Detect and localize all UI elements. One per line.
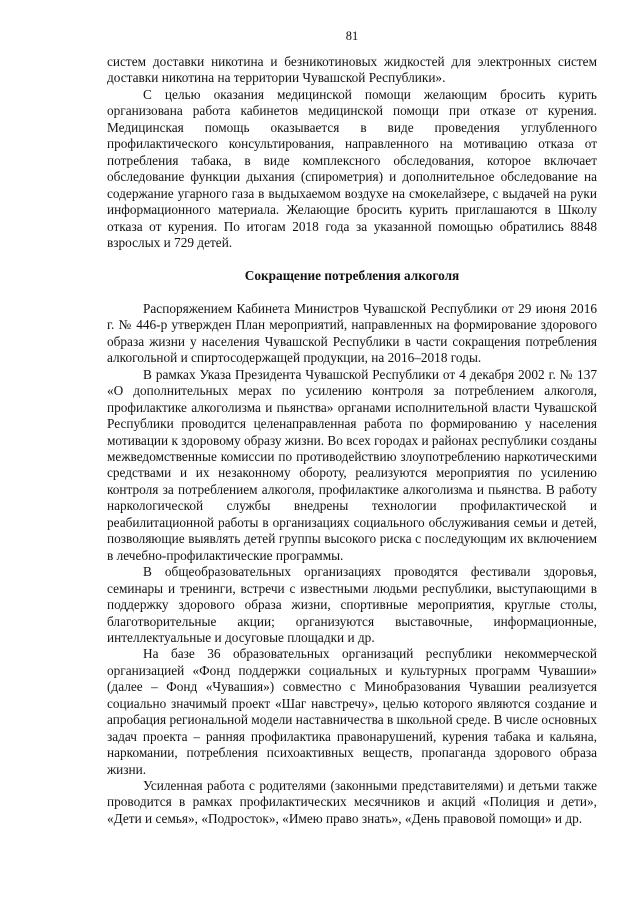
paragraph-cabinet-order: Распоряжением Кабинета Министров Чувашской Республики от 29 июня 2016 г. № 446-р утвержден План мероприятий, направленных на формирование здорового образа жизни у населения Чувашской Республики в части сокращения потребления алкогольной и спиртосодержащей продукции, на 2016–2018 годы. — [107, 300, 597, 366]
paragraph-president-decree: В рамках Указа Президента Чувашской Республики от 4 декабря 2002 г. № 137 «О дополнительных мерах по усилению контроля за потреблением алкоголя, профилактике алкоголизма и пьянства» органами исполнительной власти Чувашской Республики проводится целенаправленная работа по формированию у населения мотивации к здоровому образу жизни. Во всех городах и районах республики созданы межведомственные комиссии по противодействию злоупотреблению наркотическими средствами и их незаконному обороту, реализуются мероприятия по усилению контроля за потреблением алкоголя, профилактике алкоголизма и пьянства. В работу наркологической службы внедрены технологии профилактической и реабилитационной работы в организациях социального обслуживания семьи и детей, позволяющие выявлять детей группы высокого риска с последующим их включением в лечебно-профилактические программы. — [107, 366, 597, 563]
page-number: 81 — [345, 29, 359, 43]
paragraph-school-events: В общеобразовательных организациях проводятся фестивали здоровья, семинары и тренинги, встречи с известными людьми республики, выступающими в поддержку здорового образа жизни, спортивные мероприятия, круглые столы, благотворительные акции; организуются выставочные, информационные, интеллектуальные и досуговые площадки и др. — [107, 564, 597, 645]
paragraph-continuation: систем доставки никотина и безникотиновых жидкостей для электронных систем доставки никотина на территории Чувашской Республики». — [107, 54, 597, 86]
paragraph-smoking-cessation: С целью оказания медицинской помощи желающим бросить курить организована работа кабинетов медицинской помощи при отказе от курения. Медицинская помощь оказывается в виде проведения углубленного профилактического консультирования, направленного на мотивацию отказа от потребления табака, в виде комплексного обследования, которое включает обследование функции дыхания (спирометрия) и дополнительное обследование на содержание угарного газа в выдыхаемом воздухе на смокелайзере, с выдачей на руки информационного материала. Желающие бросить курить приглашаются в Школу отказа от курения. По итогам 2018 года за указанной помощью обратились 8848 взрослых и 729 детей. — [107, 86, 597, 250]
paragraph-mentoring-project: На базе 36 образовательных организаций республики некоммерческой организацией «Фонд поддержки социальных и культурных программ Чувашии» (далее – Фонд «Чувашия») совместно с Минобразования Чувашии реализуется социально значимый проект «Шаг навстречу», целью которого являются создание и апробация региональной модели наставничества в школьной среде. В числе основных задач проекта – ранняя профилактика правонарушений, курения табака и кальяна, наркомании, потребления психоактивных веществ, пропаганда здорового образа жизни. — [107, 646, 597, 777]
section-heading: Сокращение потребления алкоголя — [244, 268, 460, 284]
document-page — [107, 28, 597, 827]
paragraph-parent-work: Усиленная работа с родителями (законными представителями) и детьми также проводится в рамках профилактических месячников и акций «Полиция и дети», «Дети и семья», «Подросток», «Имею право знать», «День правовой помощи» и др. — [107, 778, 597, 826]
